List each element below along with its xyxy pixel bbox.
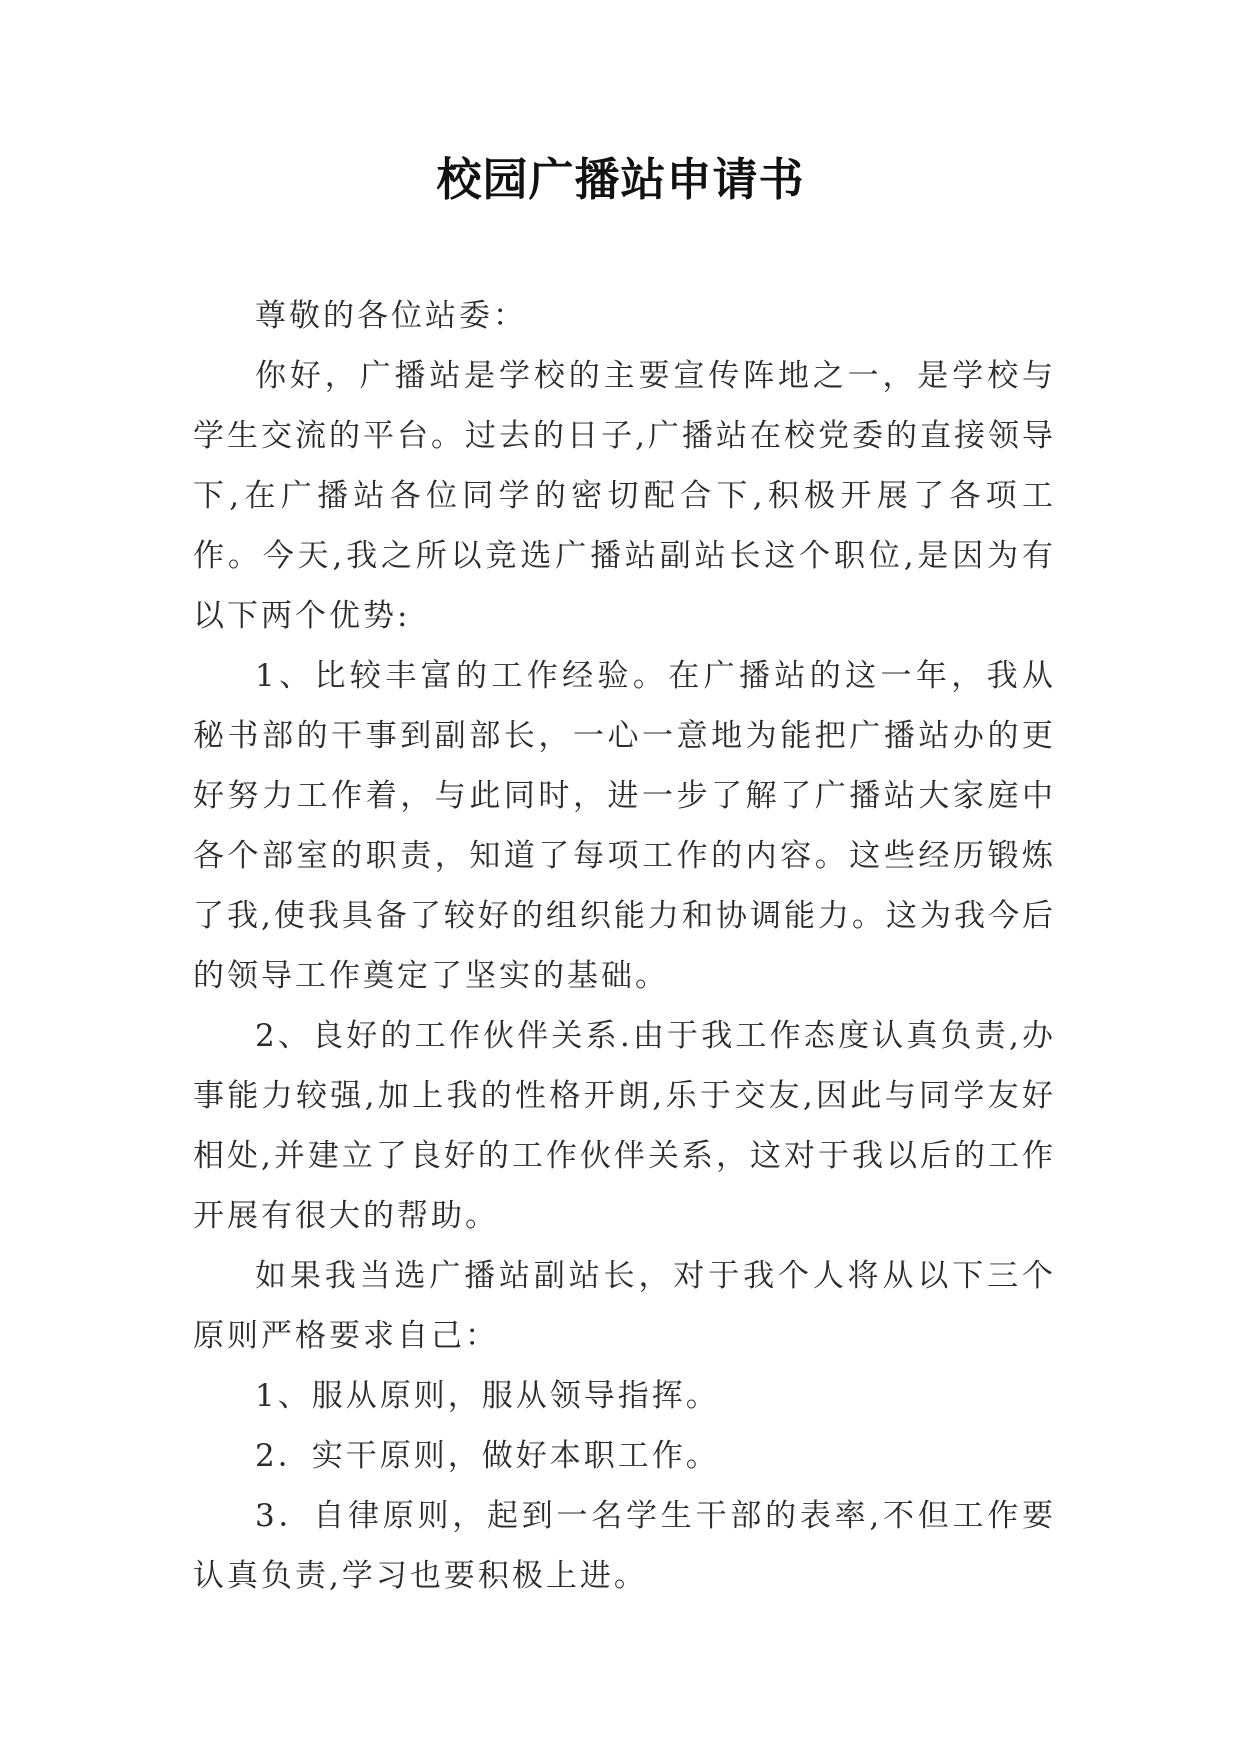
principle-item-3: 3．自律原则，起到一名学生干部的表率,不但工作要认真负责,学习也要积极上进。 (193, 1498, 1056, 1594)
paragraph-advantage-1: 1、比较丰富的工作经验。在广播站的这一年，我从秘书部的干事到副部长，一心一意地为能把广播站办的更好努力工作着，与此同时，进一步了解了广播站大家庭中各个部室的职责，知道了每项工作的内容。这些经历锻炼了我,使我具备了较好的组织能力和协调能力。这为我今后的领导工作奠定了坚实的基础。 (193, 658, 1056, 994)
document-title: 校园广播站申请书 (436, 153, 805, 206)
document-body (193, 286, 1056, 1606)
paragraph-intro: 你好，广播站是学校的主要宣传阵地之一，是学校与学生交流的平台。过去的日子,广播站在校党委的直接领导下,在广播站各位同学的密切配合下,积极开展了各项工作。今天,我之所以竞选广播站副站长这个职位,是因为有以下两个优势: (193, 358, 1056, 634)
principle-item-2: 2．实干原则，做好本职工作。 (255, 1438, 720, 1474)
paragraph-principles-intro: 如果我当选广播站副站长，对于我个人将从以下三个原则严格要求自己： (193, 1258, 1056, 1354)
salutation: 尊敬的各位站委： (255, 298, 527, 334)
principle-item-1: 1、服从原则，服从领导指挥。 (255, 1378, 720, 1414)
paragraph-advantage-2: 2、良好的工作伙伴关系.由于我工作态度认真负责,办事能力较强,加上我的性格开朗,乐于交友,因此与同学友好相处,并建立了良好的工作伙伴关系，这对于我以后的工作开展有很大的帮助。 (193, 1018, 1056, 1234)
